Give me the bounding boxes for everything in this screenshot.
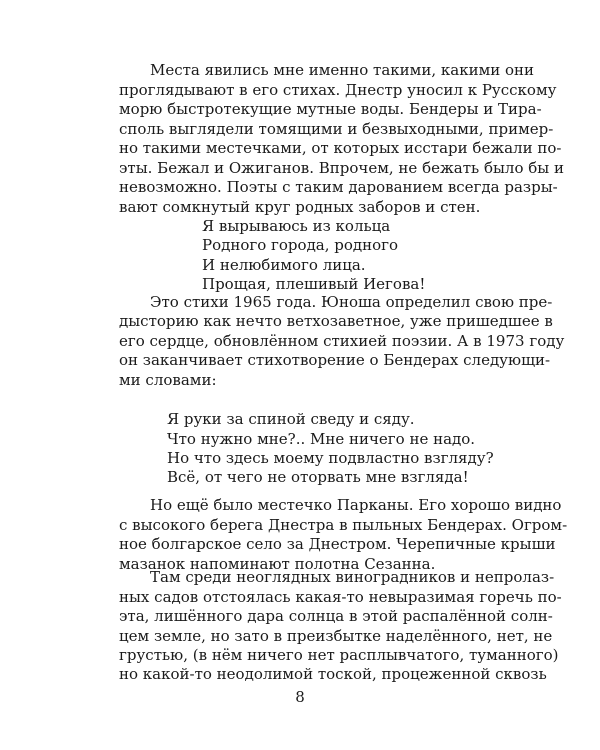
poem-1-line: И нелюбимого лица. (202, 256, 366, 274)
paragraph-3-line: мазанок напоминают полотна Сезанна. (119, 555, 436, 573)
paragraph-4-line: эта, лишённого дара солнца в этой распалённой солн- (119, 607, 553, 625)
paragraph-1-line: вают сомкнутый круг родных заборов и стен. (119, 198, 481, 216)
paragraph-3-line: ное болгарское село за Днестром. Черепичные крыши (119, 535, 556, 553)
poem-1-line: Я вырываюсь из кольца (202, 217, 391, 235)
poem-2-line: Что нужно мне?.. Мне ничего не надо. (167, 430, 476, 448)
paragraph-2-line: его сердце, обновлённом стихией поэзии. А в 1973 году (119, 332, 565, 350)
paragraph-1-line: но такими местечками, от которых исстари бежали по- (119, 139, 562, 157)
paragraph-1-line: эты. Бежал и Ожиганов. Впрочем, не бежать было бы и (119, 159, 564, 177)
paragraph-4-line: цем земле, но зато в преизбытке наделённого, нет, не (119, 627, 553, 645)
paragraph-1-line: проглядывают в его стихах. Днестр уносил к Русскому (119, 81, 557, 99)
paragraph-2-line: Это стихи 1965 года. Юноша определил свою пре- (150, 293, 553, 311)
paragraph-1-line: Места явились мне именно такими, какими они (150, 61, 535, 79)
paragraph-2-line: дысторию как нечто ветхозаветное, уже пришедшее в (119, 312, 553, 330)
paragraph-1-line: невозможно. Поэты с таким дарованием всегда разры- (119, 178, 558, 196)
poem-1-line: Прощая, плешивый Иегова! (202, 275, 426, 293)
paragraph-4-line: ных садов отстоялась какая-то невыразимая горечь по- (119, 588, 562, 606)
poem-2-line: Всё, от чего не оторвать мне взгляда! (167, 468, 469, 486)
paragraph-3-line: с высокого берега Днестра в пыльных Бендерах. Огром- (119, 516, 568, 534)
paragraph-4-line: грустью, (в нём ничего нет расплывчатого, туманного) (119, 646, 559, 664)
paragraph-4-line: но какой-то неодолимой тоской, процеженной сквозь (119, 665, 547, 683)
poem-2-line: Но что здесь моему подвластно взгляду? (167, 449, 494, 467)
poem-1-line: Родного города, родного (202, 236, 399, 254)
paragraph-3-line: Но ещё было местечко Парканы. Его хорошо видно (150, 496, 562, 514)
paragraph-4-line: Там среди неоглядных виноградников и непролаз- (150, 568, 555, 586)
paragraph-2-line: ми словами: (119, 371, 217, 389)
paragraph-1-line: морю быстротекущие мутные воды. Бендеры и Тира- (119, 100, 542, 118)
page-number: 8 (295, 688, 305, 706)
paragraph-1-line: споль выглядели томящими и безвыходными, пример- (119, 120, 554, 138)
paragraph-2-line: он заканчивает стихотворение о Бендерах следующи- (119, 351, 551, 369)
poem-2-line: Я руки за спиной сведу и сяду. (167, 410, 415, 428)
